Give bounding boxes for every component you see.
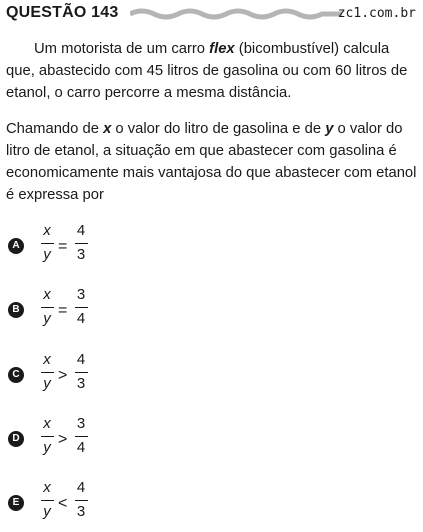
denominator: y (43, 375, 51, 392)
fraction-bar (75, 372, 88, 373)
denominator: y (43, 503, 51, 520)
option-e[interactable] (6, 479, 206, 529)
fraction-bar (41, 500, 54, 501)
option-d[interactable] (6, 415, 206, 465)
relation-symbol: > (58, 431, 68, 448)
denominator: 4 (76, 310, 86, 327)
fraction-lhs (40, 222, 54, 265)
fraction-lhs (40, 415, 54, 458)
var-y: y (325, 121, 334, 137)
numerator: x (43, 479, 51, 496)
fraction-bar (41, 243, 54, 244)
question-header (6, 2, 418, 26)
denominator: y (43, 310, 51, 327)
fraction-rhs (74, 479, 88, 522)
option-letter-badge: E (8, 495, 24, 511)
option-c[interactable] (6, 351, 206, 401)
wave-decoration (130, 8, 342, 20)
numerator: 3 (76, 415, 86, 432)
denominator: 4 (76, 439, 86, 456)
fraction-bar (41, 436, 54, 437)
numerator: 4 (76, 222, 86, 239)
text-span: (bicombustível) calcula que, abastecido com 45 litros de gasolina ou com 60 litros de etanol, o carro percorre a mesma distância. (6, 41, 408, 101)
option-letter-badge: D (8, 431, 24, 447)
numerator: 4 (76, 351, 86, 368)
fraction-rhs (74, 286, 88, 329)
relation-symbol: = (58, 302, 68, 319)
denominator: 3 (76, 246, 86, 263)
numerator: 3 (76, 286, 86, 303)
option-letter-badge: A (8, 238, 24, 254)
relation-symbol: = (58, 238, 68, 255)
numerator: x (43, 415, 51, 432)
fraction-bar (75, 243, 88, 244)
numerator: x (43, 351, 51, 368)
fraction-bar (41, 372, 54, 373)
denominator: 3 (76, 503, 86, 520)
option-b[interactable] (6, 286, 206, 336)
fraction-rhs (74, 415, 88, 458)
numerator: x (43, 222, 51, 239)
relation-symbol: < (58, 495, 68, 512)
site-watermark: zc1.com.br (337, 6, 416, 21)
denominator: 3 (76, 375, 86, 392)
denominator: y (43, 246, 51, 263)
fraction-lhs (40, 286, 54, 329)
text-span: Chamando de (6, 121, 104, 137)
relation-symbol: > (58, 367, 68, 384)
fraction-rhs (74, 222, 88, 265)
fraction-lhs (40, 351, 54, 394)
fraction-lhs (40, 479, 54, 522)
question-paragraph-2 (6, 118, 418, 206)
fraction-bar (75, 307, 88, 308)
denominator: y (43, 439, 51, 456)
fraction-rhs (74, 351, 88, 394)
text-flex: flex (209, 41, 235, 57)
fraction-bar (75, 500, 88, 501)
option-a[interactable] (6, 222, 206, 272)
question-paragraph-1 (6, 38, 418, 104)
question-title: QUESTÃO 143 (6, 4, 119, 21)
text-span: Um motorista de um carro (34, 41, 210, 57)
option-letter-badge: B (8, 302, 24, 318)
numerator: x (43, 286, 51, 303)
fraction-bar (41, 307, 54, 308)
text-span: o valor do litro de gasolina e de (111, 121, 326, 137)
numerator: 4 (76, 479, 86, 496)
text-span: o valor do litro de etanol, a situação em que abastecer com gasolina é economicamente mais vantajosa do que abastecer com etanol é expressa por (6, 121, 417, 203)
option-letter-badge: C (8, 367, 24, 383)
fraction-bar (75, 436, 88, 437)
var-x: x (103, 121, 112, 137)
